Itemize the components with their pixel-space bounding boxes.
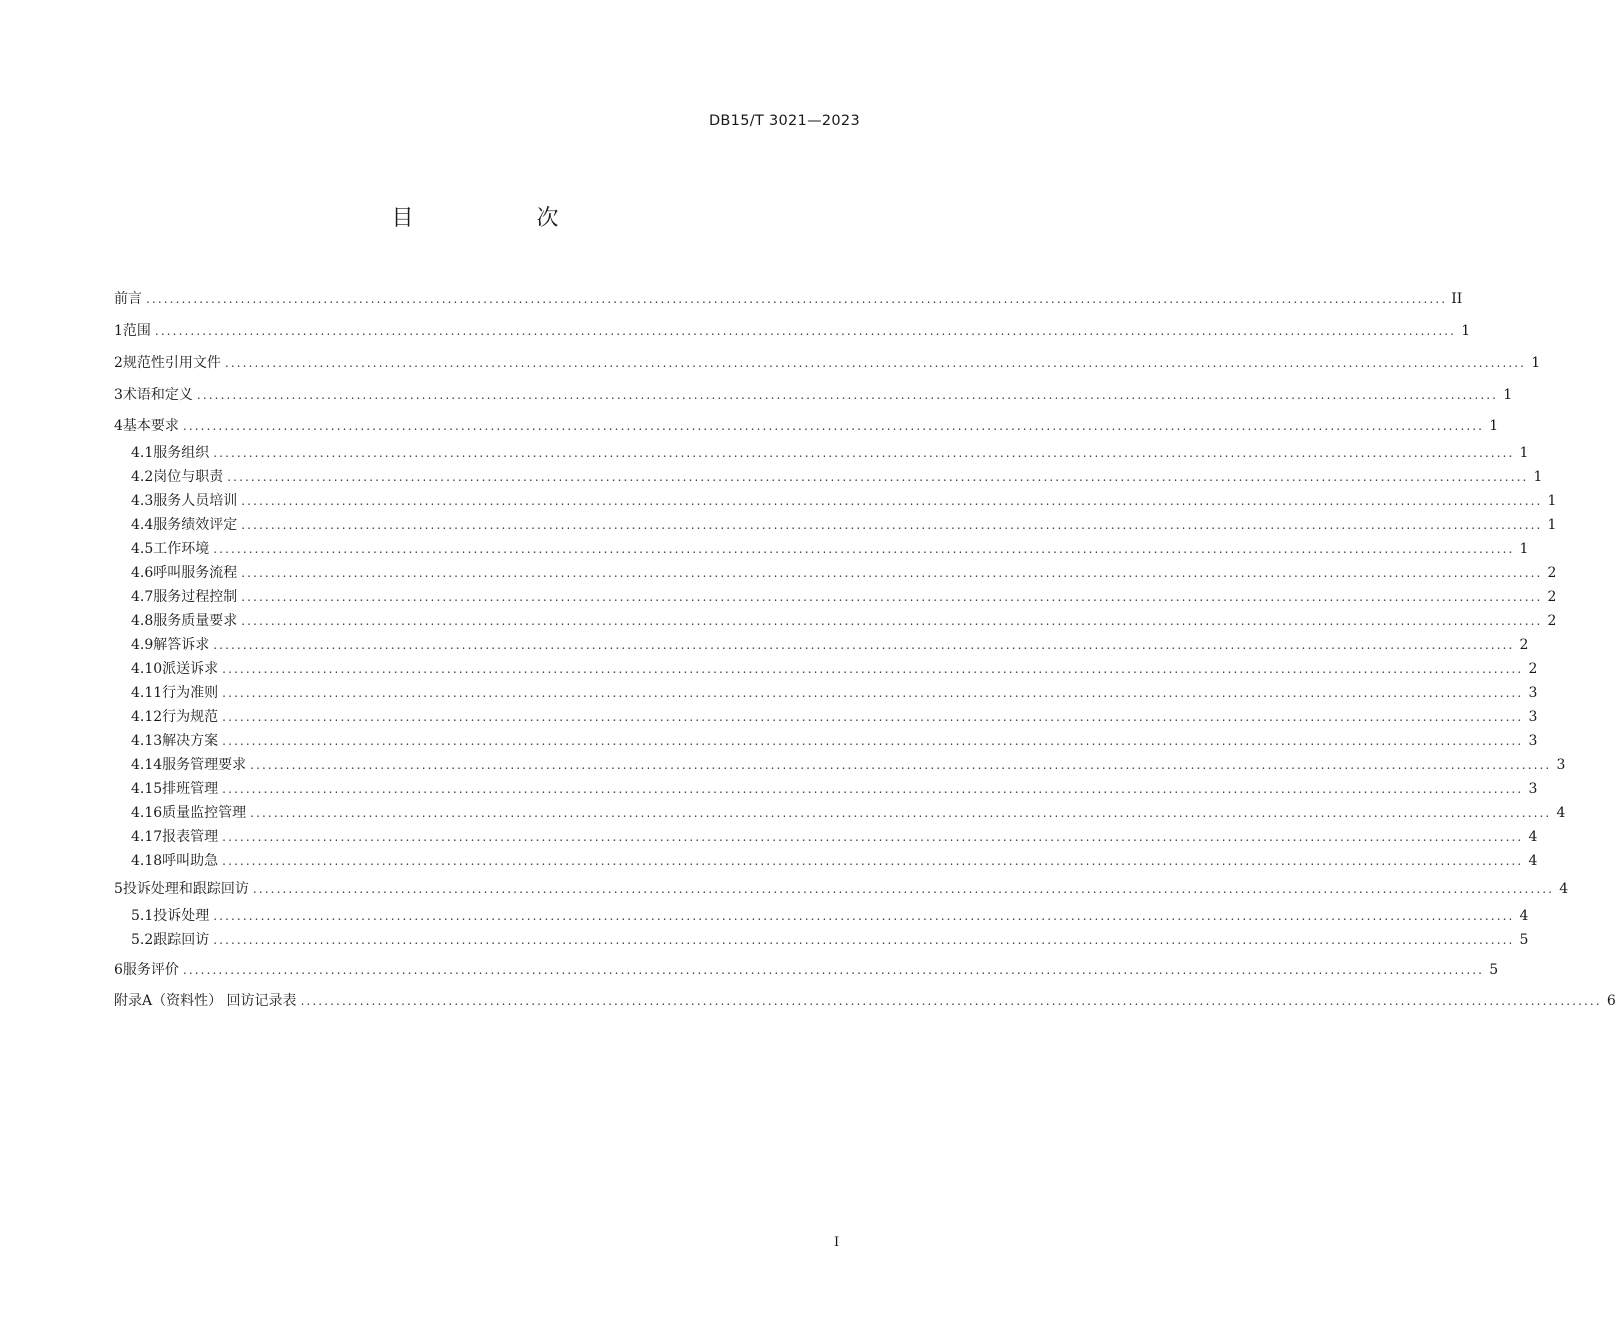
toc-entry-label: 解答诉求 — [153, 637, 210, 653]
toc-entry[interactable] — [114, 587, 1557, 607]
toc-entry[interactable] — [114, 731, 1538, 751]
toc-entry-label: 服务过程控制 — [153, 589, 238, 605]
toc-entry-page: 1 — [1519, 445, 1529, 461]
toc-entry-number: 4.7 — [131, 589, 154, 605]
toc-entry-label: 投诉处理 — [153, 908, 210, 924]
toc-leader-dots: ............................................................................................................................................................................................................................ — [182, 419, 1485, 433]
toc-entry[interactable] — [114, 491, 1557, 511]
toc-leader-dots: ............................................................................................................................................................................................................................ — [241, 614, 1543, 628]
toc-entry-page: 5 — [1519, 932, 1529, 948]
toc-entry[interactable] — [114, 906, 1529, 926]
toc-entry-page: II — [1451, 291, 1463, 307]
toc-leader-dots: ............................................................................................................................................................................................................................ — [241, 494, 1543, 508]
toc-entry-page: 2 — [1547, 589, 1557, 605]
toc-entry-page: 2 — [1547, 565, 1557, 581]
toc-entry-page: 1 — [1547, 517, 1557, 533]
page-number: I — [834, 1235, 840, 1250]
toc-entry[interactable] — [114, 443, 1529, 463]
toc-entry-number: 4.1 — [131, 445, 154, 461]
toc-entry-number: 2 — [114, 355, 123, 371]
toc-entry-number: 4.10 — [131, 661, 163, 677]
toc-leader-dots: ............................................................................................................................................................................................................................ — [224, 356, 1527, 370]
toc-entry[interactable] — [114, 416, 1499, 436]
toc-leader-dots: ............................................................................................................................................................................................................................ — [252, 882, 1555, 896]
toc-entry-number: 4.11 — [131, 685, 163, 701]
toc-entry-label: 工作环境 — [153, 541, 210, 557]
toc-entry[interactable] — [114, 467, 1543, 487]
toc-entry-number: 5 — [114, 881, 123, 897]
toc-entry-label: 服务人员培训 — [153, 493, 238, 509]
toc-entry-page: 4 — [1559, 881, 1569, 897]
toc-entry-label: 呼叫助急 — [162, 853, 219, 869]
toc-entry-label: 基本要求 — [122, 418, 179, 434]
toc-leader-dots: ............................................................................................................................................................................................................................ — [222, 854, 1524, 868]
toc-entry[interactable] — [114, 635, 1529, 655]
toc-entry-number: 4.9 — [131, 637, 154, 653]
toc-leader-dots: ............................................................................................................................................................................................................................ — [227, 470, 1529, 484]
toc-entry-label: 呼叫服务流程 — [153, 565, 238, 581]
toc-entry-number: 4.14 — [131, 757, 163, 773]
toc-entry[interactable] — [114, 321, 1471, 341]
toc-entry-page: 1 — [1503, 387, 1513, 403]
toc-leader-dots: ............................................................................................................................................................................................................................ — [146, 292, 1448, 306]
toc-entry-page: 4 — [1528, 829, 1538, 845]
toc-leader-dots: ............................................................................................................................................................................................................................ — [222, 662, 1524, 676]
toc-leader-dots: ............................................................................................................................................................................................................................ — [222, 782, 1524, 796]
toc-entry-label: 范围 — [122, 323, 151, 339]
toc-entry-page: 1 — [1461, 323, 1471, 339]
toc-entry-number: 4.5 — [131, 541, 154, 557]
toc-entry-number: 4.15 — [131, 781, 163, 797]
toc-entry-number: 4.2 — [131, 469, 154, 485]
toc-entry[interactable] — [114, 515, 1557, 535]
document-code: DB15/T 3021—2023 — [708, 113, 860, 129]
toc-entry-label: 报表管理 — [162, 829, 219, 845]
toc-entry-label: 解决方案 — [162, 733, 219, 749]
toc-leader-dots: ............................................................................................................................................................................................................................ — [154, 324, 1457, 338]
toc-entry[interactable] — [114, 930, 1529, 950]
toc-entry[interactable] — [114, 779, 1538, 799]
toc-entry[interactable] — [114, 707, 1538, 727]
toc-entry[interactable] — [114, 803, 1566, 823]
toc-leader-dots: ............................................................................................................................................................................................................................ — [213, 542, 1515, 556]
toc-entry-number: 4 — [114, 418, 123, 434]
toc-entry-page: 3 — [1556, 757, 1566, 773]
toc-leader-dots: ............................................................................................................................................................................................................................ — [213, 909, 1515, 923]
toc-leader-dots: ............................................................................................................................................................................................................................ — [213, 638, 1515, 652]
toc-entry-label: 行为规范 — [162, 709, 219, 725]
toc-entry[interactable] — [114, 539, 1529, 559]
toc-entry-number: 4.18 — [131, 853, 163, 869]
toc-entry-page: 3 — [1528, 709, 1538, 725]
toc-entry[interactable] — [114, 563, 1557, 583]
toc-entry-page: 4 — [1528, 853, 1538, 869]
toc-entry-number: 4.3 — [131, 493, 154, 509]
toc-leader-dots: ............................................................................................................................................................................................................................ — [222, 830, 1524, 844]
toc-entry-number: 4.8 — [131, 613, 154, 629]
toc-entry-page: 6 — [1606, 993, 1616, 1009]
toc-entry-label: 岗位与职责 — [153, 469, 224, 485]
toc-entry[interactable] — [114, 755, 1566, 775]
toc-entry[interactable] — [114, 879, 1569, 899]
toc-entry-number: 4.4 — [131, 517, 154, 533]
toc-entry-page: 5 — [1489, 962, 1499, 978]
toc-entry-page: 2 — [1519, 637, 1529, 653]
toc-entry-number: 5.1 — [131, 908, 154, 924]
toc-entry-label: 术语和定义 — [122, 387, 193, 403]
toc-entry-page: 4 — [1556, 805, 1566, 821]
toc-entry-number: 5.2 — [131, 932, 154, 948]
toc-entry-page: 4 — [1519, 908, 1529, 924]
toc-entry-number: 4.16 — [131, 805, 163, 821]
toc-leader-dots: ............................................................................................................................................................................................................................ — [222, 710, 1524, 724]
toc-leader-dots: ............................................................................................................................................................................................................................ — [250, 806, 1552, 820]
toc-leader-dots: ............................................................................................................................................................................................................................ — [182, 963, 1485, 977]
toc-entry-page: 1 — [1547, 493, 1557, 509]
toc-leader-dots: ............................................................................................................................................................................................................................ — [196, 388, 1499, 402]
toc-leader-dots: ............................................................................................................................................................................................................................ — [241, 590, 1543, 604]
toc-entry-number: 4.6 — [131, 565, 154, 581]
toc-entry-page: 2 — [1528, 661, 1538, 677]
toc-entry-page: 1 — [1489, 418, 1499, 434]
toc-entry-label: 派送诉求 — [162, 661, 219, 677]
toc-entry-page: 3 — [1528, 733, 1538, 749]
toc-leader-dots: ............................................................................................................................................................................................................................ — [222, 686, 1524, 700]
page-title: 目 次 — [391, 206, 617, 231]
toc-entry[interactable] — [114, 611, 1557, 631]
toc-entry[interactable] — [114, 353, 1541, 373]
toc-entry-number: 1 — [114, 323, 123, 339]
toc-entry-label: 投诉处理和跟踪回访 — [122, 881, 249, 897]
toc-entry-label: 附录A（资料性） 回访记录表 — [114, 993, 297, 1009]
toc-entry-page: 1 — [1533, 469, 1543, 485]
toc-entry[interactable] — [114, 289, 1463, 309]
toc-leader-dots: ............................................................................................................................................................................................................................ — [300, 994, 1602, 1008]
toc-entry-number: 3 — [114, 387, 123, 403]
toc-entry-number: 4.17 — [131, 829, 163, 845]
toc-entry[interactable] — [114, 851, 1538, 871]
toc-entry-label: 跟踪回访 — [153, 932, 210, 948]
toc-entry-label: 服务管理要求 — [162, 757, 247, 773]
toc-entry[interactable] — [114, 991, 1616, 1011]
toc-entry-label: 排班管理 — [162, 781, 219, 797]
toc-entry-page: 3 — [1528, 685, 1538, 701]
toc-leader-dots: ............................................................................................................................................................................................................................ — [241, 566, 1543, 580]
toc-entry-label: 规范性引用文件 — [122, 355, 221, 371]
toc-entry-label: 质量监控管理 — [162, 805, 247, 821]
toc-leader-dots: ............................................................................................................................................................................................................................ — [222, 734, 1524, 748]
toc-entry-label: 前言 — [114, 291, 142, 307]
toc-entry-label: 服务评价 — [122, 962, 179, 978]
toc-entry-label: 服务组织 — [153, 445, 210, 461]
toc-leader-dots: ............................................................................................................................................................................................................................ — [213, 446, 1515, 460]
toc-entry-page: 2 — [1547, 613, 1557, 629]
toc-entry-page: 1 — [1531, 355, 1541, 371]
toc-leader-dots: ............................................................................................................................................................................................................................ — [250, 758, 1552, 772]
toc-entry[interactable] — [114, 385, 1513, 405]
toc-entry[interactable] — [114, 960, 1499, 980]
toc-entry-number: 4.12 — [131, 709, 163, 725]
toc-entry[interactable] — [114, 659, 1538, 679]
toc-entry-page: 1 — [1519, 541, 1529, 557]
toc-entry[interactable] — [114, 683, 1538, 703]
toc-entry-number: 4.13 — [131, 733, 163, 749]
toc-leader-dots: ............................................................................................................................................................................................................................ — [213, 933, 1515, 947]
toc-entry[interactable] — [114, 827, 1538, 847]
toc-entry-page: 3 — [1528, 781, 1538, 797]
toc-entry-label: 服务质量要求 — [153, 613, 238, 629]
toc-entry-number: 6 — [114, 962, 123, 978]
toc-leader-dots: ............................................................................................................................................................................................................................ — [241, 518, 1543, 532]
toc-entry-label: 行为准则 — [162, 685, 219, 701]
toc-entry-label: 服务绩效评定 — [153, 517, 238, 533]
